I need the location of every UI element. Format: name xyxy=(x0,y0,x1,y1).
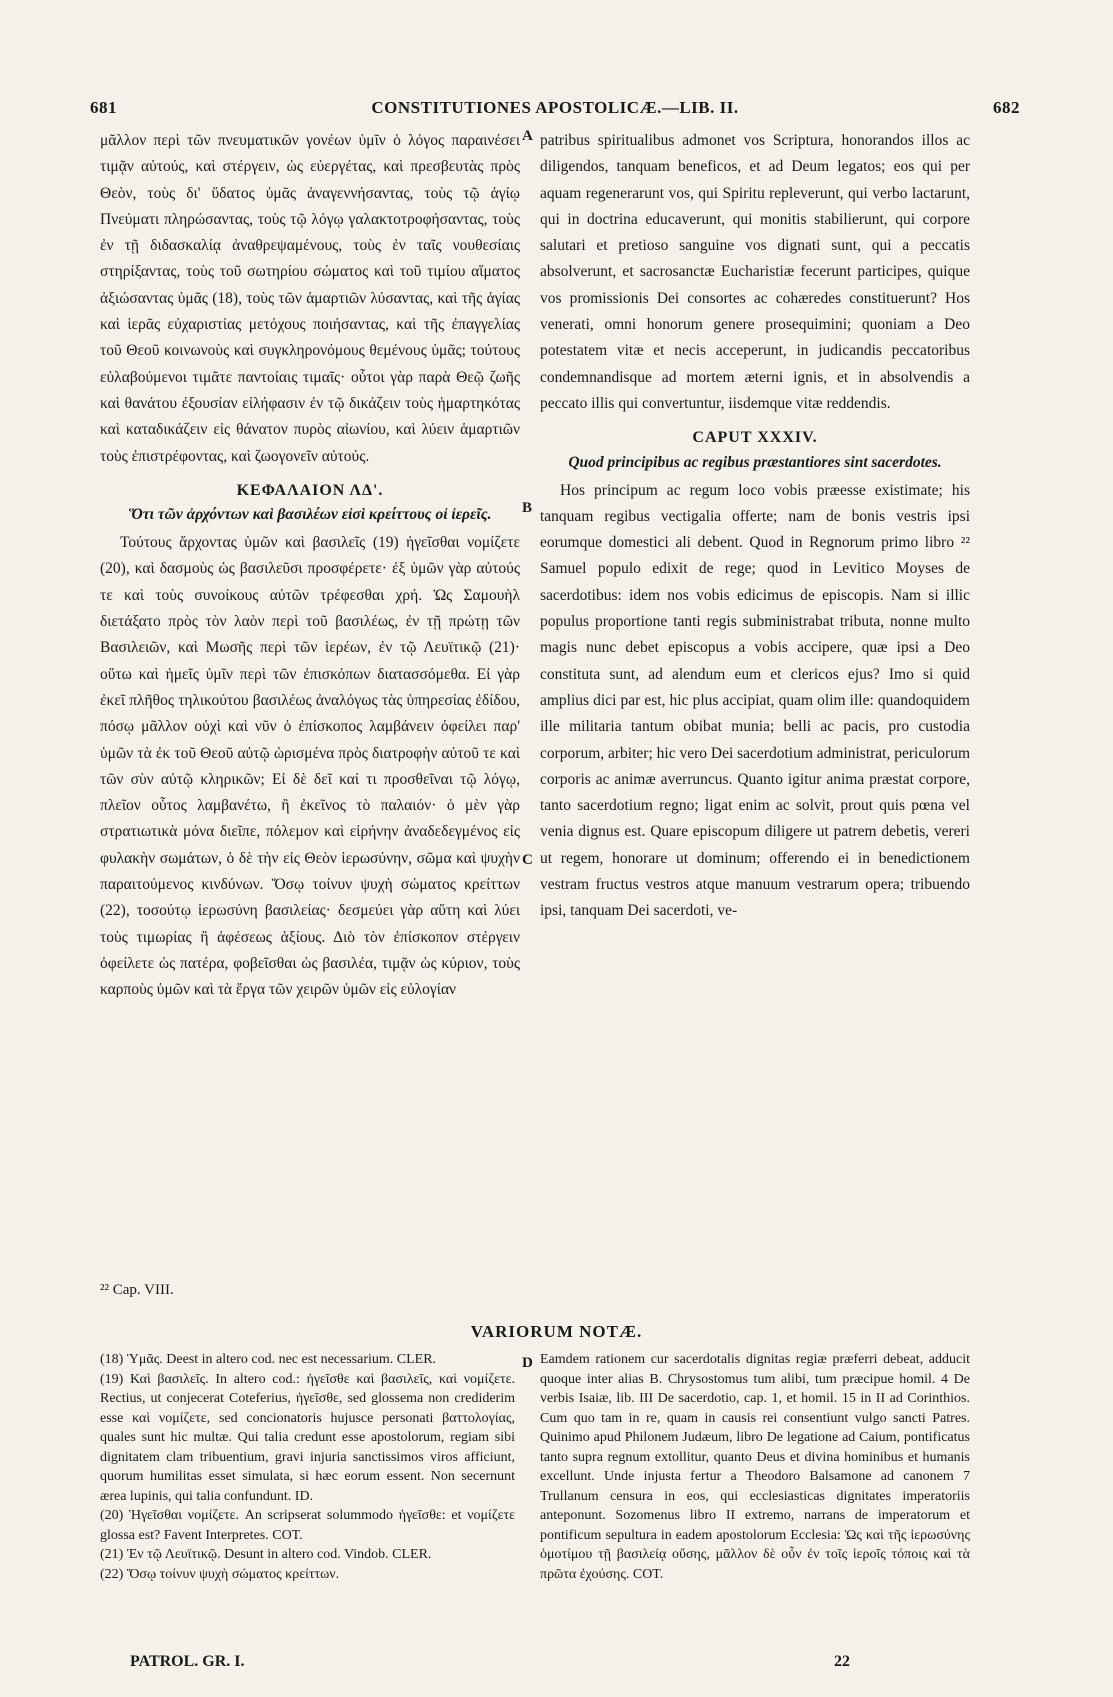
greek-paragraph-1: μᾶλλον περὶ τῶν πνευματικῶν γονέων ὑμῖν ὁ λόγος παραινέσει τιμᾷν αὐτούς, καὶ στέργειν, ὡς εὐεργέτας, καὶ πρεσβευτὰς πρὸς Θεὸν, τοὺς δι' ὕδατος ὑμᾶς ἀναγεννήσαντας, τοὺς τῷ ἁγίῳ Πνεύματι πληρώσαντας, τοὺς τῷ λόγῳ γαλακτοτροφήσαντας, τοὺς ἐν τῇ διδασκαλίᾳ ἀναθρεψαμένους, τοὺς ἐν ταῖς νουθεσίαις στηρίξαντας, τοὺς τοῦ σωτηρίου σώματος καὶ τοῦ τιμίου αἵματος ἀξιώσαντας ὑμᾶς (18), τοὺς τῶν ἁμαρτιῶν λύσαντας, καὶ τῆς ἁγίας καὶ ἱερᾶς εὐχαριστίας μετόχους ποιήσαντας, καὶ τῆς ἐπαγγελίας τοῦ Θεοῦ κοινωνοὺς καὶ συγκληρονόμους θεμένους ὑμᾶς; τούτους εὐλαβούμενοι τιμᾶτε παντοίαις τιμαῖς· οὗτοι γὰρ παρὰ Θεῷ ζωῆς καὶ θανάτου ἐξουσίαν εἰλήφασιν ἐν τῷ δικάζειν τοὺς ἡμαρτηκότας καὶ καταδικάζειν εἰς θάνατον πυρὸς αἰωνίου, καὶ λύειν ἁμαρτιῶν τοὺς ἐπιστρέφοντας, καὶ ζωογονεῖν αὐτούς. xyxy=(100,132,520,465)
page-number-left: 681 xyxy=(90,98,117,117)
margin-letter-a: A xyxy=(522,128,533,144)
footnote-reference: ²² Cap. VIII. xyxy=(100,1282,174,1298)
greek-section-subtitle: Ὅτι τῶν ἀρχόντων καὶ βασιλέων εἰσὶ κρείττους οἱ ἱερεῖς. xyxy=(128,506,492,524)
running-title: CONSTITUTIONES APOSTOLICÆ.—LIB. II. xyxy=(371,98,739,117)
notes-right-column xyxy=(540,1350,970,1584)
latin-paragraph-1: patribus spiritualibus admonet vos Scriptura, honorandos illos ac diligendos, tanquam beneficos, et ad Deum legatos; eos qui per aquam regenerarunt vos, qui Spiritu repleverunt, qui verbo lactarunt, qui in doctrina educaverunt, qui monitis stabilierunt, qui corpore salutari et pretioso sanguine vos dignati sunt, qui a peccatis absolverunt, et sacrosanctæ Eucharistiæ fecerunt participes, quique vos promissionis Dei consortes ac cohæredes constituerunt? Hos venerati, omni honorum genere prosequimini; quoniam a Deo potestatem vitæ et necis acceperunt, in judicandis peccatoribus condemnandisque ad mortem æterni ignis, et in absolvendis a peccato illis qui convertuntur, iisdemque vitæ reddendis. xyxy=(540,132,970,412)
latin-column xyxy=(540,128,970,925)
greek-paragraph-2: Τούτους ἄρχοντας ὑμῶν καὶ βασιλεῖς (19) ἡγεῖσθαι νομίζετε (20), καὶ δασμοὺς ὡς βασιλεῦσι προσφέρετε· ἐξ ὑμῶν γὰρ αὐτούς τε καὶ τοὺς συνοίκους αὐτῶν τρέφεσθαι χρή. Ὡς Σαμουὴλ διετάξατο πρὸς τὸν λαὸν περὶ τοῦ βασιλέως, ἐν τῇ πρώτῃ τῶν Βασιλειῶν, καὶ Μωσῆς περὶ τῶν ἱερέων, ἐν τῷ Λευϊτικῷ (21)· οὕτω καὶ ἡμεῖς ὑμῖν περὶ τῶν ἐπισκόπων διατασσόμεθα. Εἰ γὰρ ἐκεῖ πλῆθος τηλικούτου βασιλέως ἀναλόγως τὰς ὑπηρεσίας ἐδίδου, πόσῳ μᾶλλον οὐχὶ καὶ νῦν ὁ ἐπίσκοπος λαμβάνειν ὀφείλει παρ' ὑμῶν τὰ ἐκ τοῦ Θεοῦ αὐτῷ ὡρισμένα πρὸς διατροφὴν αὐτοῦ τε καὶ τῶν σὺν αὐτῷ κληρικῶν; Εἰ δὲ δεῖ καί τι προσθεῖναι τῷ λόγῳ, πλεῖον οὗτος λαμβανέτω, ἢ ἐκεῖνος τὸ παλαιόν· ὁ μὲν γὰρ στρατιωτικὰ μόνα διεῖπε, πόλεμον καὶ εἰρήνην ἀναδεδεγμένος εἰς φυλακὴν σωμάτων, ὁ δὲ τὴν εἰς Θεὸν ἱερωσύνην, σῶμα καὶ ψυχὴν παραιτούμενος κινδύνων. Ὅσῳ τοίνυν ψυχὴ σώματος κρείττων (22), τοσούτῳ ἱερωσύνη βασιλείας· δεσμεύει γὰρ αὕτη καὶ λύει τοὺς τιμωρίας ἢ ἀφέσεως ἀξίους. Διὸ τὸν ἐπίσκοπον στέργειν ὀφείλετε ὡς πατέρα, φοβεῖσθαι ὡς βασιλέα, τιμᾷν ὡς κύριον, τοὺς καρποὺς ὑμῶν καὶ τὰ ἔργα τῶν χειρῶν ὑμῶν εἰς εὐλογίαν xyxy=(100,534,520,999)
latin-paragraph-2: Hos principum ac regum loco vobis præesse existimate; his tanquam regibus vectigalia offerte; nam de bonis vestris ipsi eorumque domestici ali debent. Quod in Regnorum primo libro ²² Samuel populo edixit de rege; quod in Levitico Moyses de sacerdotibus: idem nos vobis edicimus de episcopis. Nam si illic populus proportione tanti regis subministrabat tributa, nonne multo magis nunc debet episcopus a vobis accipere, quæ ipsi a Deo constituta sunt, ad alendum eum et clericos ejus? Imo si quid amplius dici par est, hic plus accipiat, quam olim ille: quandoquidem ille militaria tantum obibat munia; belli ac pacis, pro custodia corporum, arbiter; hic vero Dei sacerdotium administrat, periculorum corporis ac animæ averruncus. Quanto igitur anima præstat corpore, tanto sacerdotium regno; ligat enim ac solvit, prout quis pœna vel venia dignus est. Quare episcopum diligere ut patrem debetis, vereri ut regem, honorare ut dominum; offerendo ei in benedictionem vestram fructus vestros atque manuum vestrarum opera; tribuendo ipsi, tanquam Dei sacerdoti, ve- xyxy=(540,481,970,920)
page-footer xyxy=(100,1653,970,1675)
note-continued: Eamdem rationem cur sacerdotalis dignitas regiæ præferri debeat, adducit quoque inter alias B. Chrysostomus tum alibi, tum præcipue homil. 4 De verbis Isaiæ, lib. III De sacerdotio, cap. 1, et homil. 15 in II ad Corinthios. Cum quo tam in re, quam in causis rei consentiunt vulgo sancti Patres. Quinimo apud Philonem Judæum, libro De legatione ad Caium, pontificatus tanto supra regnum extollitur, quanto Deus et divina hominibus et humanis excellunt. Unde injusta fertur a Theodoro Balsamone ad canonem 7 Trullanum censura in eos, qui ecclesiasticas dignitates imperatoriis anteponunt. Sozomenus libro II extremo, narrans de imperatorum et pontificum sepultura in eadem apostolorum Ecclesia: Ὡς καὶ τῆς ἱερωσύνης ὁμοτίμου τῇ βασιλείᾳ οὔσης, μᾶλλον δὲ οὖν ἐν τοῖς ἱεροῖς τόποις καὶ τὰ πρῶτα ἐχούσης. COT. xyxy=(540,1352,970,1582)
note-19: (19) Καὶ βασιλεῖς. In altero cod.: ἡγεῖσθε καὶ βασιλεῖς, καὶ νομίζετε. Rectius, ut conjecerat Coteferius, ἡγεῖσθε, sed glossema non crediderim esse καὶ νομίζετε, sed concionatoris hujusce personati βαττολογίας, quales sunt hic multæ. Qui talia credunt esse apostolorum, regiam sibi dignitatem clam tribuentium, gravi injuria sanctissimos viros afficiunt, quorum humilitas esset simulata, si hæc eorum essent. Non secernunt ærea lupinis, qui talia confundunt. ID. xyxy=(100,1371,515,1504)
margin-letter-c: C xyxy=(522,852,533,868)
greek-section-title: ΚΕΦΑΛΑΙΟΝ ΛΔ'. xyxy=(236,481,384,499)
note-21: (21) Ἐν τῷ Λευϊτικῷ. Desunt in altero cod. Vindob. CLER. xyxy=(100,1547,432,1562)
latin-section-subtitle: Quod principibus ac regibus præstantiores sint sacerdotes. xyxy=(568,453,942,471)
note-20: (20) Ἡγεῖσθαι νομίζετε. An scripserat solummodo ἡγεῖσθε: et νομίζετε glossa est? Favent Interpretes. COT. xyxy=(100,1508,515,1543)
note-22: (22) Ὅσῳ τοίνυν ψυχὴ σώματος κρείττων. xyxy=(100,1566,340,1582)
footer-signature: 22 xyxy=(834,1653,850,1670)
greek-column xyxy=(100,128,520,1004)
page-number-right: 682 xyxy=(993,98,1020,117)
margin-letter-b: B xyxy=(522,500,533,516)
notes-left-column xyxy=(100,1350,515,1584)
margin-letter-d: D xyxy=(522,1355,533,1371)
footer-source: PATROL. GR. I. xyxy=(130,1653,245,1670)
notes-heading: VARIORUM NOTÆ. xyxy=(470,1322,643,1341)
latin-section-title: CAPUT XXXIV. xyxy=(692,429,818,447)
note-18: (18) Ὑμᾶς. Deest in altero cod. nec est necessarium. CLER. xyxy=(100,1352,437,1367)
running-header xyxy=(90,98,1020,126)
